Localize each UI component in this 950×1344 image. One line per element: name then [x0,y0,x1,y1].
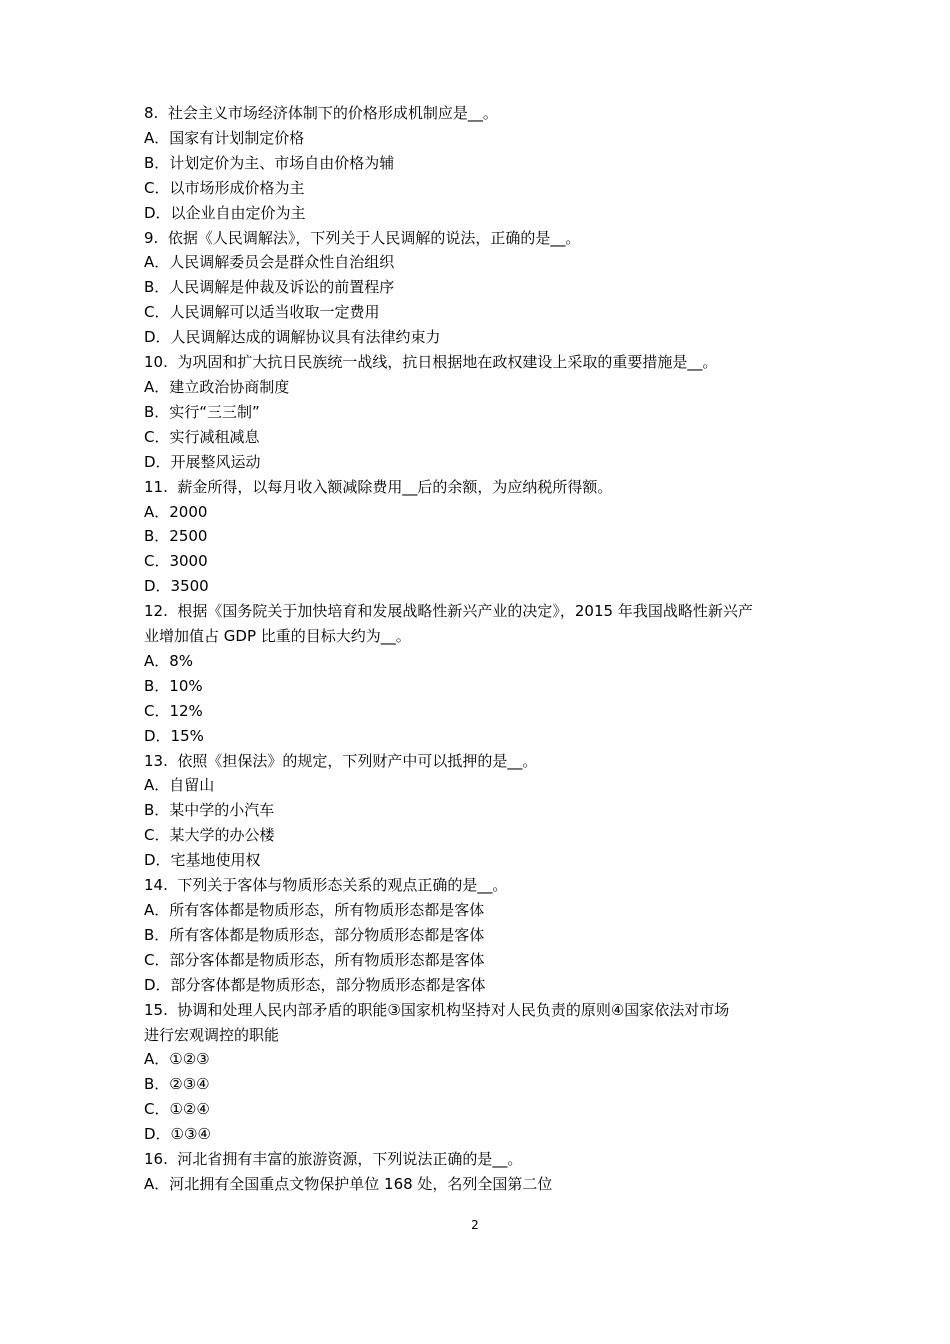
answer-option: D．部分客体都是物质形态，部分物质形态都是客体 [144,975,486,994]
answer-option: C．3000 [144,552,208,571]
question-stem: 9. 依据《人民调解法》，下列关于人民调解的说法，正确的是__。 [144,228,581,247]
answer-option: B．计划定价为主、市场自由价格为辅 [144,153,395,172]
answer-option: C．实行减租减息 [144,427,260,446]
answer-option: A．国家有计划制定价格 [144,128,305,147]
answer-option: D．①③④ [144,1125,211,1144]
answer-option: A．人民调解委员会是群众性自治组织 [144,253,395,272]
question-block [144,998,824,1147]
question-stem: 10. 为巩固和扩大抗日民族统一战线，抗日根据地在政权建设上采取的重要措施是__。 [144,353,718,372]
question-stem: 16. 河北省拥有丰富的旅游资源，下列说法正确的是__。 [144,1150,523,1169]
question-stem: 12. 根据《国务院关于加快培育和发展战略性新兴产业的决定》，2015 年我国战略性新兴产 [144,602,753,621]
answer-option: C．人民调解可以适当收取一定费用 [144,303,380,322]
answer-option: D．3500 [144,577,209,596]
question-stem: 14. 下列关于客体与物质形态关系的观点正确的是__。 [144,876,508,895]
answer-option: D．以企业自由定价为主 [144,203,306,222]
answer-option: B．某中学的小汽车 [144,801,275,820]
answer-option: B．人民调解是仲裁及诉讼的前置程序 [144,278,395,297]
answer-option: A．河北拥有全国重点文物保护单位 168 处，名列全国第二位 [144,1174,553,1193]
answer-option: D．15% [144,726,204,745]
answer-option: A．①②③ [144,1050,210,1069]
answer-option: C．①②④ [144,1100,210,1119]
question-block [144,599,824,748]
question-stem: 业增加值占 GDP 比重的目标大约为__。 [144,627,411,646]
answer-option: B．实行“三三制” [144,402,260,421]
question-block [144,749,824,874]
question-block [144,101,824,226]
page-number: 2 [471,1218,479,1232]
answer-option: B．2500 [144,527,208,546]
question-stem: 进行宏观调控的职能 [144,1025,280,1044]
answer-option: B．所有客体都是物质形态，部分物质形态都是客体 [144,925,485,944]
document-body [144,101,824,1197]
answer-option: B．10% [144,676,203,695]
answer-option: C．部分客体都是物质形态，所有物质形态都是客体 [144,950,485,969]
answer-option: B．②③④ [144,1075,210,1094]
answer-option: C．12% [144,701,203,720]
answer-option: C．以市场形成价格为主 [144,178,305,197]
question-block [144,1147,824,1197]
question-stem: 15. 协调和处理人民内部矛盾的职能③国家机构坚持对人民负责的原则④国家依法对市场 [144,1000,730,1019]
answer-option: D．开展整风运动 [144,452,261,471]
question-block [144,475,824,600]
question-stem: 13. 依照《担保法》的规定，下列财产中可以抵押的是__。 [144,751,538,770]
question-stem: 8. 社会主义市场经济体制下的价格形成机制应是__。 [144,104,498,122]
answer-option: A．8% [144,651,194,670]
question-stem: 11. 薪金所得，以每月收入额减除费用__后的余额，为应纳税所得额。 [144,477,613,496]
answer-option: D．人民调解达成的调解协议具有法律约束力 [144,328,441,347]
answer-option: D．宅基地使用权 [144,851,261,870]
answer-option: A．自留山 [144,776,215,795]
answer-option: A．所有客体都是物质形态，所有物质形态都是客体 [144,901,485,919]
question-block [144,873,824,998]
answer-option: A．2000 [144,502,208,521]
answer-option: A．建立政治协商制度 [144,377,290,396]
answer-option: C．某大学的办公楼 [144,826,275,845]
question-block [144,226,824,351]
question-block [144,350,824,475]
